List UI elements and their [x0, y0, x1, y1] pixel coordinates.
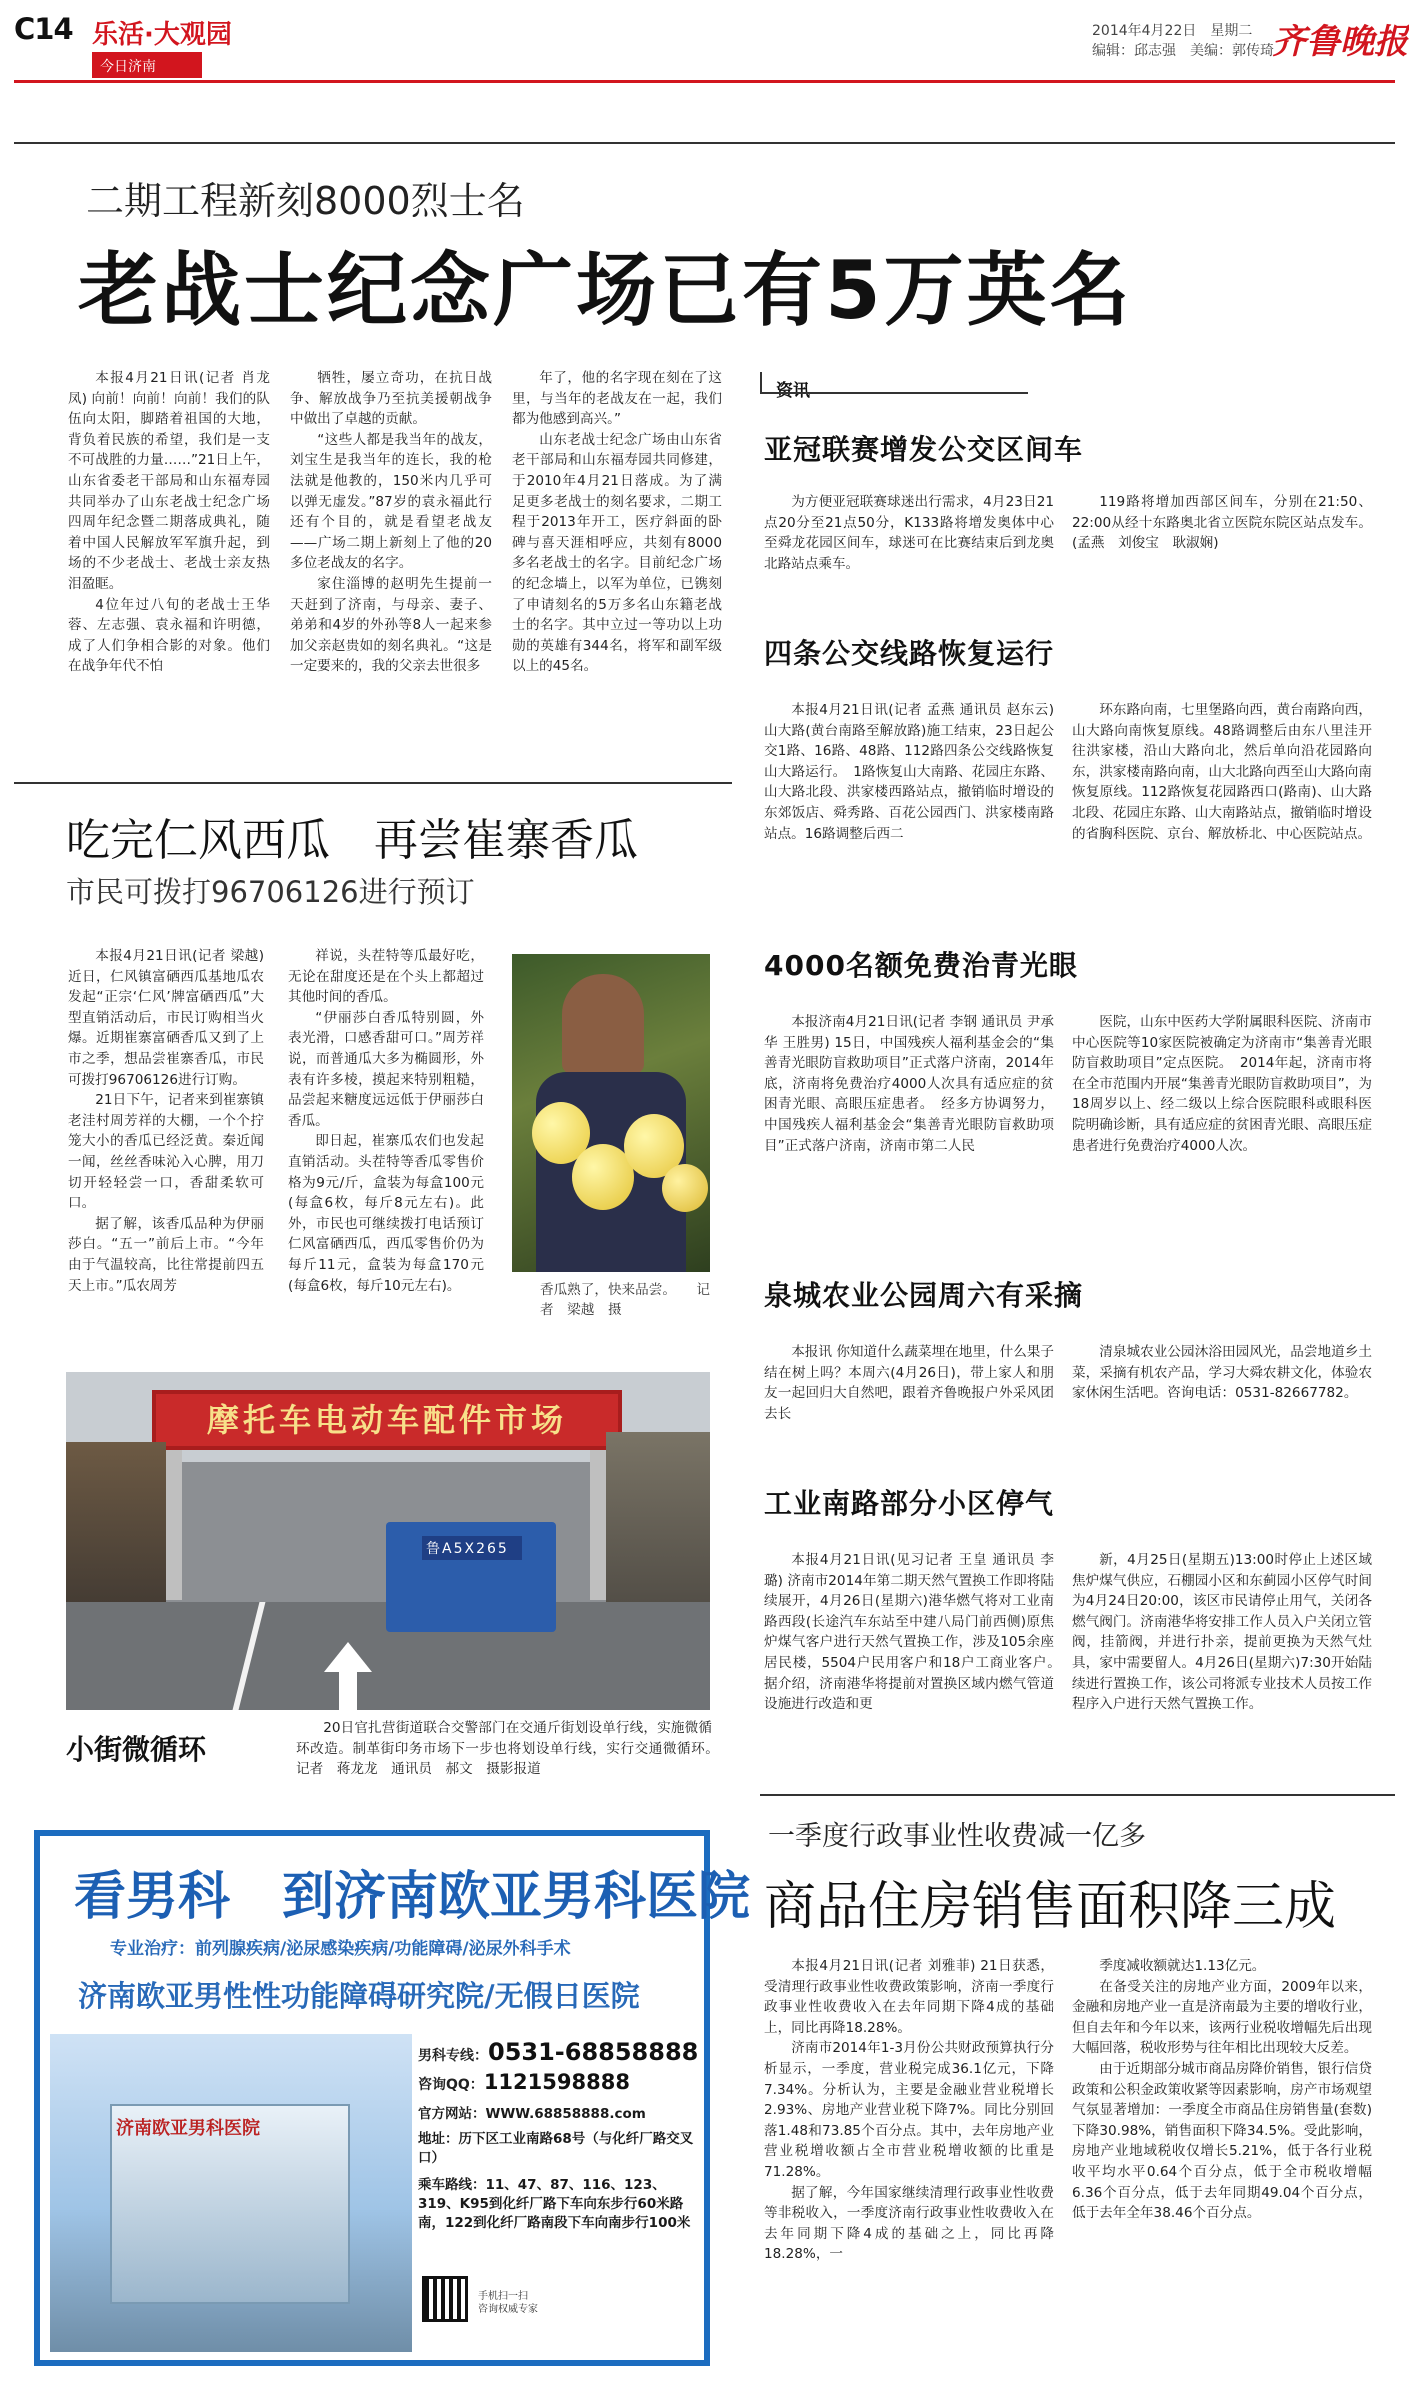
brief-column	[1072, 700, 1372, 844]
street-gate-sign	[152, 1390, 622, 1450]
qr-code[interactable]	[422, 2276, 468, 2322]
ad-title: 看男科 到济南欧亚男科医院	[74, 1867, 751, 1927]
ad-line-label: 乘车路线：	[418, 2177, 486, 2193]
truck-plate: 鲁A5X265	[422, 1536, 522, 1560]
paragraph: 年了，他的名字现在刻在了这里，与当年的老战友在一起，我们都为他感到高兴。”	[512, 370, 722, 428]
masthead-logo: 齐鲁晚报	[1272, 22, 1408, 62]
paragraph: 季度减收额就达1.13亿元。	[1099, 1958, 1266, 1974]
paragraph: 4位年过八旬的老战士王华蓉、左志强、袁永福和许明德，成了人们争相合影的对象。他们在战争年代不怕	[68, 596, 270, 675]
ad-scope: 专业治疗：前列腺疾病/泌尿感染疾病/功能障碍/泌尿外科手术	[110, 1939, 571, 1959]
ad-line-label: 官方网站：	[418, 2106, 486, 2122]
ad-line	[418, 2102, 704, 2122]
qq-number[interactable]: 1121598888	[483, 2070, 630, 2094]
street-gate-pillar	[166, 1450, 182, 1600]
subsection-label: 今日济南	[100, 59, 156, 75]
paragraph: 据了解，今年国家继续清理行政事业性收费等非税收入，一季度济南行政事业性收费收入在去年同期下降4成的基础之上，同比再降18.28%，一	[764, 2184, 1054, 2263]
melon-subhead: 市民可拨打96706126进行预订	[66, 875, 475, 909]
paragraph: 为方便亚冠联赛球迷出行需求，4月23日21点20分至21点50分，K133路将增发奥体中心至舜龙花园区间车，球迷可在比赛结束后到龙奥北路站点乘车。	[764, 494, 1054, 572]
website-link[interactable]: WWW.68858888.com	[485, 2106, 646, 2122]
ad-line-label: 咨询QQ：	[418, 2077, 484, 2093]
paragraph: 119路将增加西部区间车，分别在21:50、22:00从经十东路奥北省立医院东院区站点发车。(孟燕 刘俊宝 耿淑娴)	[1072, 494, 1372, 552]
hotline-number[interactable]: 0531-68858888	[488, 2038, 699, 2066]
brief-column	[764, 492, 1054, 574]
news-label: 资讯	[776, 381, 810, 401]
paragraph: 清泉城农业公园沐浴田园风光，品尝地道乡土菜，采摘有机农产品，学习大舜农耕文化，体验农家休闲生活吧。咨询电话：0531-82667782。	[1072, 1344, 1372, 1402]
brief-column	[1072, 492, 1372, 554]
ad-line	[418, 2176, 698, 2233]
melon-headline: 吃完仁风西瓜 再尝崔寨香瓜	[66, 815, 638, 866]
housing-column-1	[764, 1956, 1054, 2265]
news-label-rule	[760, 372, 1028, 394]
brief-column	[764, 1550, 1068, 1715]
paragraph: 济南市2014年1-3月份公共财政预算执行分析显示，一季度，营业税完成36.1亿元，下降7.34%。分析认为，主要是金融业营业税增长2.93%、房地产业营业税下降7%。同比分别回落1.48和73.85个百分点。其中，去年房地产业营业税增收额占全市营业税增收额的比重是71.28%。	[764, 2040, 1054, 2180]
paragraph: 山东老战士纪念广场由山东省老干部局和山东福寿园共同修建，于2010年4月21日落成。为了满足更多老战士的刻名要求，二期工程于2013年开工，医疗斜面的卧碑与喜天涯相呼应，共刻有8000多名老战士的名字。目前纪念广场的纪念墙上，以军为单位，已镌刻了申请刻名的5万多名山东籍老战士的名字。其中立过一等功以上功勋的英雄有344名，将军和副军级以上的45名。	[512, 431, 722, 675]
paragraph: 祥说，头茬特等瓜最好吃，无论在甜度还是在个头上都超过其他时间的香瓜。	[288, 948, 484, 1006]
paragraph: 本报4月21日讯(见习记者 王皇 通讯员 李璐) 济南市2014年第二期天然气置换工作即将陆续展开，4月26日(星期六)港华燃气将对工业南路西段(长途汽车东站至中建八局门前西侧)原焦炉煤气客户进行天然气置换工作，涉及105余座居民楼，5504户民用客户和18户工商业客户。 据介绍，济南港华将提前对置换区域内燃气管道设施进行改造和更	[764, 1552, 1068, 1713]
farmer-figure	[562, 974, 644, 1074]
brief-title: 泉城农业公园周六有采摘	[764, 1279, 1084, 1312]
lead-top-rule	[14, 142, 1395, 144]
paragraph: 本报济南4月21日讯(记者 李钢 通讯员 尹承华 王胜男) 15日，中国残疾人福利基金会的“集善青光眼防盲救助项目”正式落户济南，2014年底，济南将免费治疗4000人次具有适应症的贫困青光眼、高眼压症患者。 经多方协调努力，中国残疾人福利基金会“集善青光眼防盲救助项目”正式落户济南，济南市第二人民	[764, 1014, 1054, 1154]
brief-column	[764, 1012, 1054, 1156]
header-date: 2014年4月22日 星期二	[1092, 23, 1253, 39]
melon-fruit	[662, 1164, 708, 1212]
paragraph: 21日下午，记者来到崔寨镇老洼村周芳祥的大棚，一个个拧笼大小的香瓜已经泛黄。秦近闻一闻，丝丝香味沁入心脾，用刀切开轻轻尝一口，香甜柔软可口。	[68, 1092, 264, 1212]
melon-column-1	[68, 946, 264, 1296]
melon-caption: 香瓜熟了，快来品尝。 记者 梁越 摄	[540, 1282, 710, 1318]
lead-column-1	[68, 368, 270, 677]
melon-top-rule	[14, 782, 732, 784]
brief-column	[1072, 1012, 1372, 1156]
paragraph: 本报4月21日讯(记者 梁越) 近日，仁风镇富硒西瓜基地瓜农发起“正宗‘仁风’牌富硒西瓜”大型直销活动后，市民订购相当火爆。近期崔寨富硒香瓜又到了上市之季，想品尝崔寨香瓜，市民可拨打96706126进行订购。	[68, 948, 264, 1088]
paragraph: 本报4月21日讯(记者 孟燕 通讯员 赵东云) 山大路(黄台南路至解放路)施工结束，23日起公交1路、16路、48路、112路四条公交线路恢复山大路运行。 1路恢复山大南路、花园庄东路、山大路北段、洪家楼西路站点，撤销临时增设的东郊饭店、舜秀路、百花公园西门、洪家楼南路站点。16路调整后西二	[764, 702, 1054, 842]
paragraph: 环东路向南，七里堡路向西，黄台南路向西，山大路向南恢复原线。48路调整后由东八里洼开往洪家楼，沿山大路向北，然后单向沿花园路向东，洪家楼南路向南，山大北路向西至山大路向南恢复原线。112路恢复花园路西口(路南)、山大路北段、花园庄东路、山大南路站点，撤销临时增设的省胸科医院、京台、解放桥北、中心医院站点。	[1072, 702, 1372, 842]
lead-column-3	[512, 368, 722, 677]
paragraph: 20日官扎营街道联合交警部门在交通斤街划设单行线，实施微循环改造。制革街印务市场下一步也将划设单行线，实行交通微循环。 记者 蒋龙龙 通讯员 郝文 摄影报道	[296, 1720, 726, 1778]
paragraph: 本报讯 你知道什么蔬菜埋在地里，什么果子结在树上吗？本周六(4月26日)，带上家人和朋友一起回归大自然吧，跟着齐鲁晚报户外采风团去长	[764, 1344, 1054, 1422]
melon-column-2	[288, 946, 484, 1296]
ad-building-photo	[50, 2034, 412, 2352]
brief-title: 工业南路部分小区停气	[764, 1487, 1055, 1520]
street-gate-pillar	[590, 1450, 606, 1600]
housing-headline: 商品住房销售面积降三成	[764, 1877, 1337, 1937]
paragraph: 新，4月25日(星期五)13:00时停止上述区域焦炉煤气供应，石棚园小区和东蓟园小区停气时间为4月24日20:00，该区市民请停止用气，关闭各燃气阀门。济南港华将安排工作人员入户关闭立管阀，挂箭阀，并进行扑亲，提前更换为天然气灶具，家中需要留人。4月26日(星期六)7:30开始陆续进行置换工作，该公司将派专业技术人员按工作程序入户进行天然气置换工作。	[1072, 1552, 1372, 1713]
paragraph: “伊丽莎白香瓜特别圆，外表光滑，口感香甜可口。”周芳祥说，而普通瓜大多为椭圆形，外表有许多棱，摸起来特别粗糙，品尝起来糖度远远低于伊丽莎白香瓜。	[288, 1009, 484, 1129]
housing-top-rule	[760, 1794, 1395, 1796]
paragraph: 据了解，该香瓜品种为伊丽莎白。“五一”前后上市。“今年由于气温较高，比往常提前四五天上市。”瓜农周芳	[68, 1215, 264, 1294]
paragraph: 在备受关注的房地产业方面，2009年以来，金融和房地产业一直是济南最为主要的增收行业，但自去年和今年以来，该两行业税收增幅先后出现大幅回落，税收形势与往年相比出现较大反差。	[1072, 1978, 1372, 2057]
ad-institute: 济南欧亚男性性功能障碍研究院/无假日医院	[78, 1979, 640, 2013]
brief-title: 亚冠联赛增发公交区间车	[764, 433, 1084, 466]
paragraph: 医院，山东中医药大学附属眼科医院、济南市中心医院等10家医院被确定为济南市“集善青光眼防盲救助项目”定点医院。 2014年起，济南市将在全市范围内开展“集善青光眼防盲救助项目”，为18周岁以上、经二级以上综合医院眼科或眼科医院明确诊断，具有适应症的贫困青光眼、高眼压症患者进行免费治疗4000人次。	[1072, 1014, 1372, 1154]
paragraph: 即日起，崔寨瓜农们也发起直销活动。头茬特等香瓜零售价格为9元/斤，盒装为每盒100元(每盒6枚，每斤8元左右)。此外，市民也可继续拨打电话预订仁风富硒西瓜，西瓜零售价仍为每斤11元，盒装为每盒170元(每盒6枚，每斤10元左右)。	[288, 1133, 484, 1294]
header-rule	[14, 80, 1395, 83]
ad-contact-panel	[418, 2034, 704, 2352]
melon-photo	[512, 954, 710, 1272]
address-text: 历下区工业南路68号（与化纤厂路交叉口）	[418, 2131, 694, 2166]
brief-column	[1072, 1550, 1372, 1715]
street-photo	[66, 1372, 710, 1710]
ad-line-label: 男科专线：	[418, 2048, 488, 2064]
qr-caption: 手机扫一扫 咨询权威专家	[478, 2291, 538, 2315]
paragraph: 由于近期部分城市商品房降价销售，银行信贷政策和公积金政策收紧等因素影响，房产市场观望气氛显著增加：一季度全市商品住房销售量(套数)下降30.98%，销售面积下降34.5%。受此影响，房地产业地域税收仅增长5.21%，低于各行业税收平均水平0.64个百分点，低于全市税收增幅6.36个百分点，低于去年同期49.04个百分点，低于去年全年38.46个百分点。	[1072, 2060, 1372, 2222]
lead-kicker: 二期工程新刻8000烈士名	[86, 179, 525, 223]
lead-column-2	[290, 368, 492, 677]
street-gate-text: 摩托车电动车配件市场	[206, 1401, 567, 1439]
paragraph: 家住淄博的赵明先生提前一天赶到了济南，与母亲、妻子、弟弟和4岁的外孙等8人一起来参加父亲赵贵如的刻名典礼。“这是一定要来的，我的父亲去世很多	[290, 575, 492, 675]
brief-column	[764, 700, 1054, 844]
ad-line	[418, 2038, 704, 2066]
street-caption	[296, 1718, 726, 1780]
header-editors: 编辑：邱志强 美编：郭传琦	[1092, 43, 1274, 59]
page-number: C14	[14, 12, 73, 46]
blue-truck	[386, 1522, 556, 1632]
brief-column	[1072, 1342, 1372, 1404]
road-arrow-icon	[324, 1642, 372, 1672]
ad-line	[418, 2130, 704, 2168]
lead-headline: 老战士纪念广场已有5万英名	[78, 244, 1133, 337]
housing-kicker: 一季度行政事业性收费减一亿多	[768, 1821, 1146, 1852]
paragraph: 本报4月21日讯(记者 肖龙凤) 向前！向前！向前！我们的队伍向太阳，脚踏着祖国的大地，背负着民族的希望，我们是一支不可战胜的力量……”21日上午，山东省委老干部局和山东福寿园共同举办了山东老战士纪念广场四周年纪念暨二期落成典礼，随着中国人民解放军军旗升起，到场的不少老战士、老战士亲友热泪盈眶。	[68, 370, 270, 592]
housing-column-2	[1072, 1956, 1372, 2224]
bus-route-text: 11、47、87、116、123、319、K95到化纤厂路下车向东步行60米路南，122到化纤厂路南段下车向南步行100米	[418, 2177, 691, 2231]
ad-line	[418, 2070, 704, 2094]
paragraph: 牺牲，屡立奇功，在抗日战争、解放战争乃至抗美援朝战争中做出了卓越的贡献。	[290, 370, 492, 428]
road-arrow-stem	[339, 1670, 357, 1710]
section-title: 乐活·大观园	[92, 20, 232, 50]
brief-title: 4000名额免费治青光眼	[764, 949, 1078, 982]
street-title: 小街微循环	[66, 1733, 207, 1766]
paragraph: “这些人都是我当年的战友，刘宝生是我当年的连长，我的枪法就是他教的，150米内几乎可以弹无虚发。”87岁的袁永福此行还有个目的，就是看望老战友——广场二期上新刻上了他的20多位老战友的名字。	[290, 431, 492, 572]
ad-line-label: 地址：	[418, 2131, 459, 2147]
brief-title: 四条公交线路恢复运行	[764, 637, 1055, 670]
hospital-ad[interactable]	[34, 1830, 751, 2366]
brief-column	[764, 1342, 1054, 1424]
paragraph: 本报4月21日讯(记者 刘雅菲) 21日获悉，受清理行政事业性收费政策影响，济南一季度行政事业性收费收入在去年同期下降4成的基础上，同比再降18.28%。	[764, 1958, 1054, 2036]
ad-building-sign: 济南欧亚男科医院	[116, 2118, 260, 2139]
